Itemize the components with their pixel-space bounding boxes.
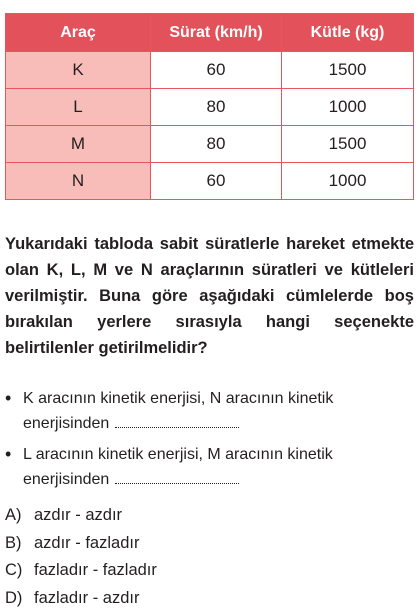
- speed-cell: 80: [151, 89, 282, 126]
- table-row: [6, 126, 414, 163]
- table-header-row: [6, 14, 414, 52]
- option-letter: C): [5, 561, 23, 579]
- speed-cell: 60: [151, 52, 282, 89]
- speed-cell: 60: [151, 163, 282, 200]
- option-a[interactable]: [5, 502, 157, 530]
- mass-cell: 1000: [282, 89, 414, 126]
- vehicle-label: K: [6, 52, 151, 89]
- vehicle-table: [5, 13, 414, 200]
- blank-line: [115, 426, 239, 428]
- bullet-icon: •: [5, 444, 12, 464]
- vehicle-label: N: [6, 163, 151, 200]
- option-letter: A): [5, 506, 22, 524]
- vehicle-label: L: [6, 89, 151, 126]
- statement-text: L aracının kinetik enerjisi, M aracının kinetik enerjisinden: [23, 446, 333, 488]
- statement-list: [5, 386, 414, 498]
- blank-line: [115, 482, 239, 484]
- mass-cell: 1500: [282, 126, 414, 163]
- mass-cell: 1500: [282, 52, 414, 89]
- table-row: [6, 52, 414, 89]
- option-text: azdır - fazladır: [34, 533, 140, 552]
- option-d[interactable]: [5, 585, 157, 613]
- option-c[interactable]: [5, 557, 157, 585]
- statement-text: K aracının kinetik enerjisi, N aracının kinetik enerjisinden: [23, 390, 334, 432]
- statement-item: [5, 386, 414, 436]
- header-vehicle: Araç: [6, 14, 151, 52]
- option-letter: D): [5, 588, 23, 607]
- header-speed: Sürat (km/h): [151, 14, 282, 52]
- table-row: [6, 89, 414, 126]
- question-text: Yukarıdaki tabloda sabit süratlerle hareket etmekte olan K, L, M ve N araçlarının süratleri ve kütleleri verilmiştir. Buna göre aşağıdaki cümlelerde boş bırakılan yerlere sırasıyla hangi seçenekte belirtilenler getirilmelidir?: [5, 235, 414, 357]
- option-b[interactable]: [5, 530, 157, 558]
- mass-cell: 1000: [282, 163, 414, 200]
- speed-cell: 80: [151, 126, 282, 163]
- header-mass: Kütle (kg): [282, 14, 414, 52]
- option-text: fazladır - azdır: [34, 588, 140, 607]
- table-row: [6, 163, 414, 200]
- vehicle-label: M: [6, 126, 151, 163]
- option-text: fazladır - fazladır: [34, 561, 157, 579]
- answer-options: [5, 502, 157, 612]
- option-letter: B): [5, 533, 22, 552]
- option-text: azdır - azdır: [34, 506, 123, 524]
- bullet-icon: •: [5, 388, 12, 408]
- statement-item: [5, 442, 414, 492]
